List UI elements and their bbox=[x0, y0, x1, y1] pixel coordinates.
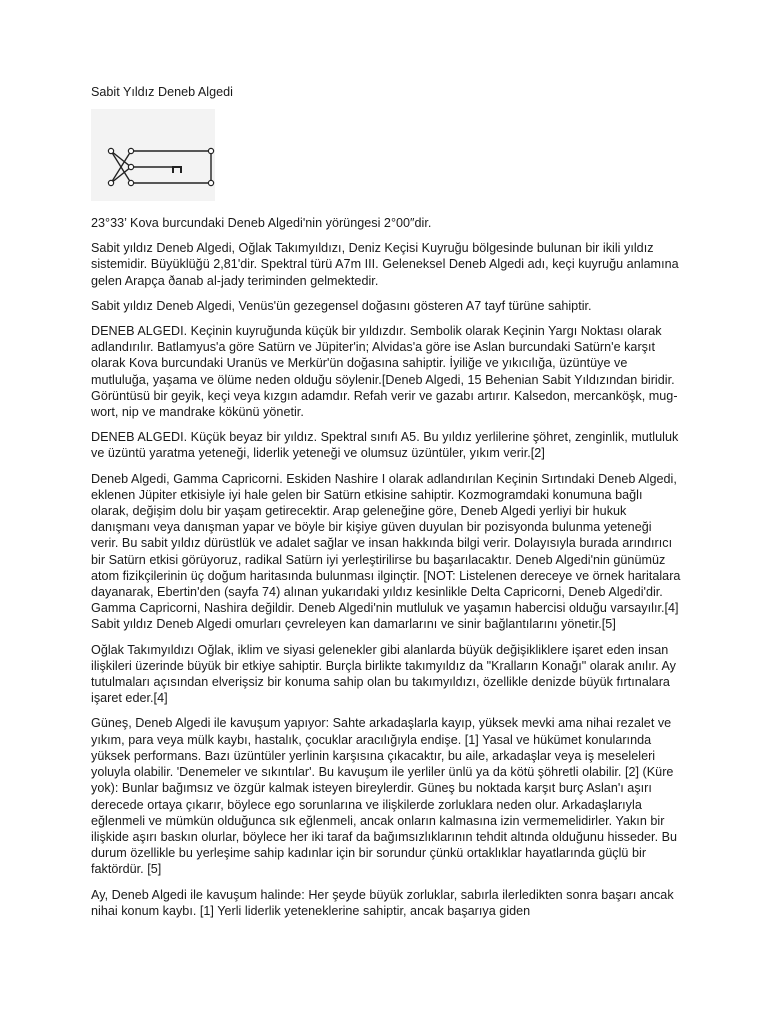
document-page bbox=[91, 84, 681, 928]
paragraph-gamma-capricorni: Deneb Algedi, Gamma Capricorni. Eskiden Nashire I olarak adlandırılan Keçinin Sırtındaki Deneb Algedi, eklenen Jüpiter etkisiyle iyi hale gelen bir Satürn etkisine sahiptir. Kozmogramdaki konumuna bağlı olarak, değişim dolu bir yaşam getirecektir. Arap geleneğine göre, Deneb Algedi yerliyi bir hukuk danışmanı veya danışman yapar ve böyle bir kişiye güven duyulan bir pozisyonda bulunma yeteneği verir. Bu sabit yıldız dürüstlük ve adalet sağlar ve insan hakkında bilgi verir. Dolayısıyla burada arındırıcı bir Satürn etkisi görüyoruz, radikal Satürn iyi yerleştirilirse bu başarılacaktır. Deneb Algedi'nin günümüz atom fizikçilerinin üç doğum haritasında bulunması ilginçtir. [NOT: Listelenen dereceye ve örnek haritalara dayanarak, Ebertin'den (sayfa 74) alınan yukarıdaki yıldız kesinlikle Delta Capricorni, Deneb Algedi'dir. Gamma Capricorni, Nashira değildir. Deneb Algedi'nin mutluluk ve yaşamın habercisi olduğu varsayılır.[4] Sabit yıldız Deneb Algedi omurları çevreleyen kan damarlarını ve sinir bağlantılarını yönetir.[5] bbox=[91, 471, 681, 632]
paragraph-deneb-algedi-2: DENEB ALGEDI. Küçük beyaz bir yıldız. Spektral sınıfı A5. Bu yıldız yerlilerine şöhret, zenginlik, mutluluk ve üzüntü yaratma yeteneği, liderlik yeteneği ve olumsuz üzüntüler, yıkım verir.[2] bbox=[91, 430, 679, 461]
paragraph-deneb-algedi-1: DENEB ALGEDI. Keçinin kuyruğunda küçük bir yıldızdır. Sembolik olarak Keçinin Yargı Noktası olarak adlandırılır. Batlamyus'a göre Satürn ve Jüpiter'in; Alvidas'a göre ise Aslan burcundaki Satürn'e karşıt olarak Kova burcundaki Uranüs ve Merkür'ün doğasına sahiptir. İyiliğe ve yıkıcılığa, üzüntüye ve mutluluğa, yaşama ve ölüme neden olduğu söylenir.[Deneb Algedi, 15 Behenian Sabit Yıldızından biridir. Görüntüsü bir geyik, keçi veya kızgın adamdır. Refah verir ve gazabı artırır. Kalsedon, mercanköşk, mug-wort, nip ve mandrake kökünü yönetir. bbox=[91, 324, 678, 420]
paragraph-moon-conjunction: Ay, Deneb Algedi ile kavuşum halinde: Her şeyde büyük zorluklar, sabırla ilerledikten sonra başarı ancak nihai konum kaybı. [1] Yerli liderlik yeteneklerine sahiptir, ancak başarıya giden bbox=[91, 887, 674, 918]
paragraph-capricorn-constellation: Oğlak Takımyıldızı Oğlak, iklim ve siyasi gelenekler gibi alanlarda büyük değişikliklere işaret eden insan ilişkileri üzerinde büyük bir etkiye sahiptir. Burçla birlikte takımyıldız da "Kralların Konağı" olarak anılır. Ay tutulmaları açısından elverişsiz bir konuma sahip olan bu takımyıldızı, özellikle denizde büyük fırtınalara işaret eder.[4] bbox=[91, 642, 676, 706]
paragraph-sun-conjunction: Güneş, Deneb Algedi ile kavuşum yapıyor: Sahte arkadaşlarla kayıp, yüksek mevki ama nihai rezalet ve yıkım, para veya mülk kaybı, hastalık, çocuklar aracılığıyla endişe. [1] Yasal ve hükümet konularında yüksek performans. Bazı üzüntüler yerlinin karşısına çıkacaktır, bu aile, arkadaşlar veya iş meseleleri yoluyla olabilir. 'Denemeler ve sıkıntılar'. Bu kavuşum ile yerliler ünlü ya da kötü şöhretli olabilir. [2] (Küre yok): Bunlar bağımsız ve özgür kalmak isteyen bireylerdir. Güneş bu noktada karşıt burç Aslan'ı aşırı derecede ortaya çıkarır, böylece ego sorunlarına ve ilişkilerde zorluklara neden olur. Arkadaşlarıyla eğlenmeli ve mümkün olduğunca sık eğlenmeli, ancak onların kalmasına izin vermemelidirler. Yakın bir ilişkide aşırı baskın olurlar, böylece her iki taraf da bağımsızlıklarının tehdit altında olduğunu hisseder. Bu durum özellikle bu yerleşime sahip kadınlar için bir sorundur çünkü ortaklıklar hayatlarında güçlü bir faktördür. [5] bbox=[91, 716, 678, 877]
paragraph-spectral-type: Sabit yıldız Deneb Algedi, Venüs'ün gezegensel doğasını gösteren A7 tayf türüne sahiptir. bbox=[91, 298, 592, 313]
deneb-algedi-symbol-figure bbox=[91, 109, 215, 201]
document-title: Sabit Yıldız Deneb Algedi bbox=[91, 85, 233, 99]
deneb-algedi-star-glyph-icon bbox=[91, 109, 215, 201]
paragraph-intro: Sabit yıldız Deneb Algedi, Oğlak Takımyıldızı, Deniz Keçisi Kuyruğu bölgesinde bulunan bir ikili yıldız sistemidir. Büyüklüğü 2,81'dir. Spektral türü A7m III. Geleneksel Deneb Algedi adı, keçi kuyruğu anlamına gelen Arapça ðanab al-jady teriminden gelmektedir. bbox=[91, 241, 679, 288]
paragraph-orbit: 23°33’ Kova burcundaki Deneb Algedi'nin yörüngesi 2°00″dir. bbox=[91, 216, 432, 230]
